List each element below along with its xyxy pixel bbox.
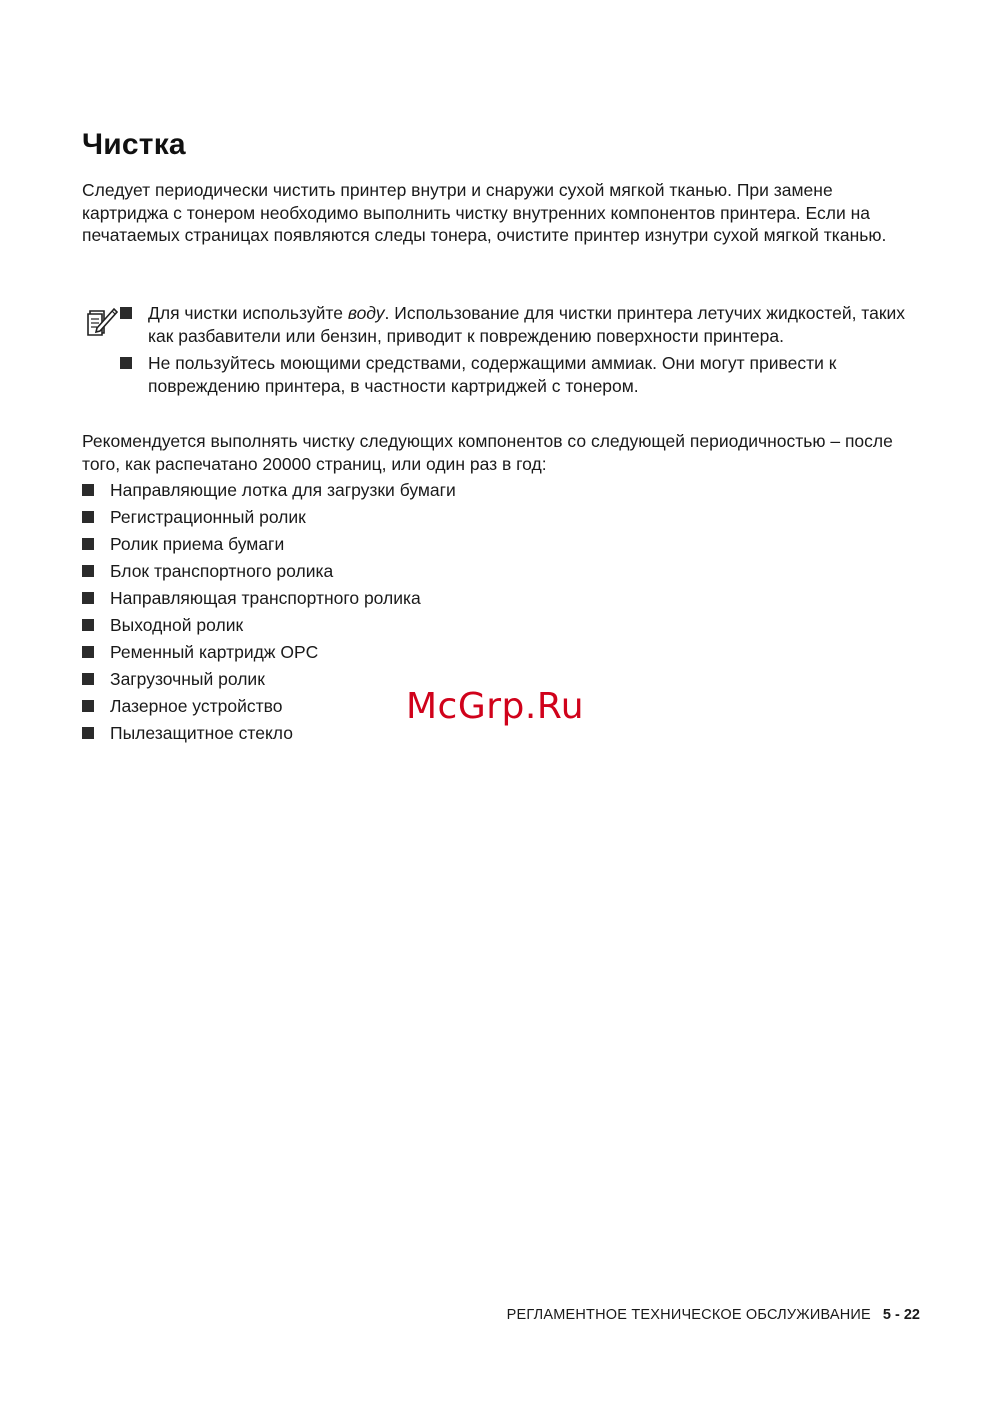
recommendation-paragraph: Рекомендуется выполнять чистку следующих компонентов со следующей периодичностью – после того, как распечатано 20000 страниц, или один раз в год: bbox=[82, 431, 893, 474]
note-item bbox=[148, 302, 932, 347]
parts-list bbox=[82, 479, 456, 749]
square-bullet-icon bbox=[82, 673, 94, 685]
list-item-text: Регистрационный ролик bbox=[110, 507, 306, 527]
page-footer bbox=[507, 1307, 920, 1323]
list-item-text: Выходной ролик bbox=[110, 615, 244, 635]
square-bullet-icon bbox=[82, 619, 94, 631]
list-item-text: Загрузочный ролик bbox=[110, 669, 265, 689]
list-item-text: Ременный картридж OPC bbox=[110, 642, 319, 662]
list-item bbox=[110, 560, 456, 587]
square-bullet-icon bbox=[120, 307, 132, 319]
list-item bbox=[110, 722, 456, 749]
note-emphasis: воду bbox=[347, 303, 385, 323]
footer-section-title: РЕГЛАМЕНТНОЕ ТЕХНИЧЕСКОЕ ОБСЛУЖИВАНИЕ bbox=[506, 1307, 871, 1323]
list-item bbox=[110, 533, 456, 560]
note-block bbox=[82, 302, 932, 402]
square-bullet-icon bbox=[82, 484, 94, 496]
page-title: Чистка bbox=[82, 128, 186, 161]
square-bullet-icon bbox=[82, 646, 94, 658]
list-item-text: Лазерное устройство bbox=[110, 696, 283, 716]
square-bullet-icon bbox=[82, 511, 94, 523]
square-bullet-icon bbox=[120, 357, 132, 369]
list-item-text: Блок транспортного ролика bbox=[110, 561, 334, 581]
page-number: 5 - 22 bbox=[882, 1307, 920, 1323]
list-item-text: Направляющие лотка для загрузки бумаги bbox=[110, 480, 456, 500]
intro-paragraph: Следует периодически чистить принтер внутри и снаружи сухой мягкой тканью. При замене картриджа с тонером необходимо выполнить чистку внутренних компонентов принтера. Если на печатаемых страницах появляются следы тонера, очистите принтер изнутри сухой мягкой тканью. bbox=[82, 180, 887, 245]
watermark: McGrp.Ru bbox=[406, 686, 585, 727]
list-item bbox=[110, 506, 456, 533]
list-item bbox=[110, 668, 456, 695]
note-item bbox=[148, 352, 932, 397]
list-item-text: Направляющая транспортного ролика bbox=[110, 588, 421, 608]
list-item bbox=[110, 587, 456, 614]
square-bullet-icon bbox=[82, 592, 94, 604]
list-item bbox=[110, 614, 456, 641]
list-item bbox=[110, 479, 456, 506]
square-bullet-icon bbox=[82, 700, 94, 712]
note-text-before: Для чистки используйте bbox=[148, 303, 348, 323]
square-bullet-icon bbox=[82, 538, 94, 550]
list-item-text: Пылезащитное стекло bbox=[110, 723, 293, 743]
list-item bbox=[110, 695, 456, 722]
note-text: Не пользуйтесь моющими средствами, содержащими аммиак. Они могут привести к повреждению принтера, в частности картриджей с тонером. bbox=[148, 353, 837, 396]
square-bullet-icon bbox=[82, 727, 94, 739]
square-bullet-icon bbox=[82, 565, 94, 577]
note-list bbox=[82, 302, 932, 397]
list-item-text: Ролик приема бумаги bbox=[110, 534, 285, 554]
list-item bbox=[110, 641, 456, 668]
note-text-after: . Использование для чистки принтера летучих жидкостей, таких как разбавители или бензин, приводит к повреждению поверхности принтера. bbox=[148, 303, 906, 346]
note-pencil-icon bbox=[84, 306, 118, 336]
